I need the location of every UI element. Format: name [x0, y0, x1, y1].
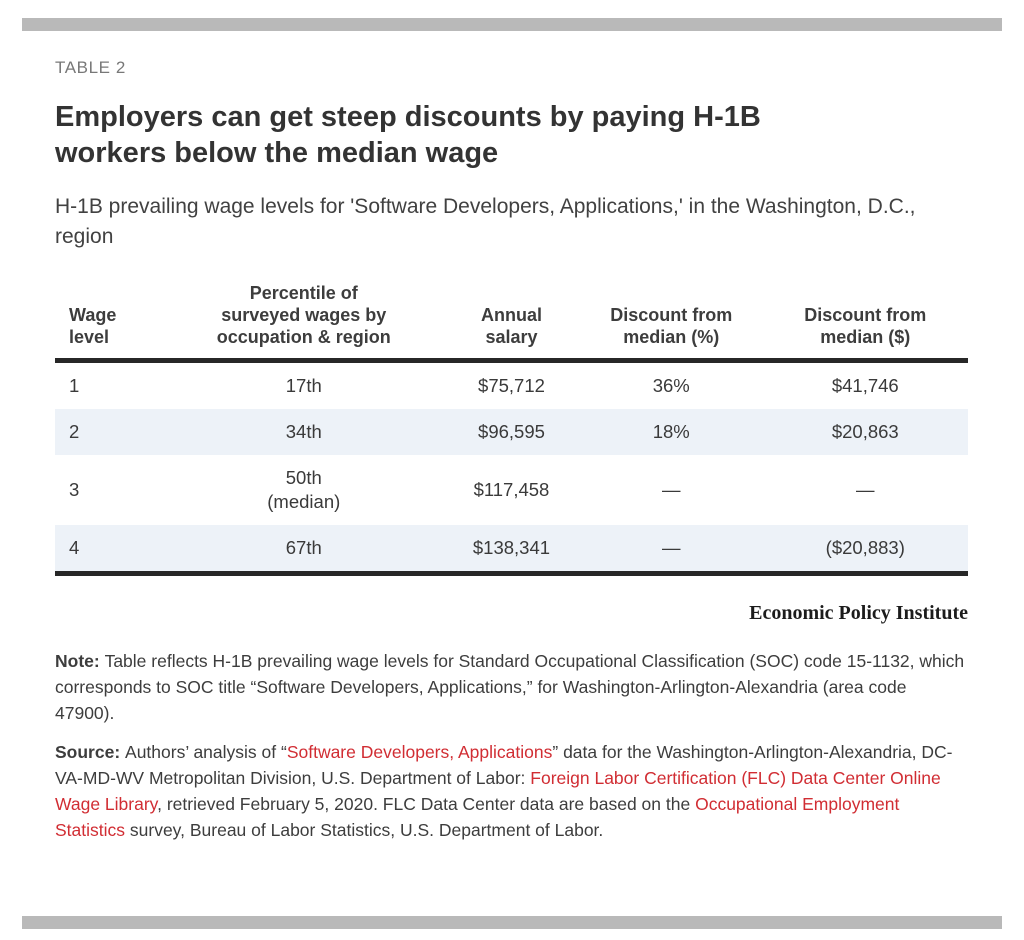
source-link[interactable]: Foreign Labor Certification (FLC) Data Center Online Wage Library [55, 768, 941, 814]
paragraph-label: Source: [55, 742, 126, 762]
column-header: Wage level [69, 305, 117, 347]
table-cell: 50th (median) [267, 467, 341, 512]
table-cell: $117,458 [473, 479, 550, 500]
table-kicker: TABLE 2 [55, 58, 126, 77]
table-cell: 17th [285, 375, 322, 396]
table-cell: 67th [285, 537, 322, 558]
table-cell: 36% [652, 375, 690, 396]
table-cell: 18% [652, 421, 690, 442]
table-row [55, 455, 968, 525]
figure-container [55, 0, 968, 843]
source-link[interactable]: Occupational Employment Statistics [55, 794, 900, 840]
source-paragraph [55, 739, 968, 843]
table-cell: 1 [69, 375, 80, 396]
table-cell: — [856, 479, 875, 500]
note-paragraph [55, 648, 968, 726]
table-row [55, 525, 968, 574]
paragraph-text: survey, Bureau of Labor Statistics, U.S. Department of Labor. [125, 820, 604, 840]
column-header: Percentile of surveyed wages by occupation & region [216, 283, 391, 347]
table-row [55, 361, 968, 410]
epi-wordmark: Economic Policy Institute [749, 602, 968, 624]
table-cell: $138,341 [472, 537, 551, 558]
table-cell: $75,712 [478, 375, 545, 396]
column-header: Discount from median (%) [610, 305, 733, 347]
source-link[interactable]: Software Developers, Applications [286, 742, 553, 762]
wage-levels-table [55, 282, 968, 576]
column-header: Annual salary [480, 305, 542, 347]
table-cell: 3 [69, 479, 80, 500]
table-cell: — [661, 537, 681, 558]
table-cell: $41,746 [831, 375, 899, 396]
paragraph-label: Note: [55, 651, 105, 671]
table-cell: 2 [69, 421, 80, 442]
paragraph-text: Table reflects H-1B prevailing wage levels for Standard Occupational Classification (SOC) code 15-1132, which corresponds to SOC title “Software Developers, Applications,” for Washington-Arlington-Alexandria (area code 47900). [55, 651, 965, 723]
table-cell: ($20,883) [825, 537, 905, 558]
figure-subtitle: H-1B prevailing wage levels for 'Software Developers, Applications,' in the Washington, D.C., region [55, 195, 916, 248]
table-header-row [55, 282, 968, 361]
table-cell: — [661, 479, 681, 500]
table-cell: $20,863 [831, 421, 899, 442]
paragraph-text: ” data for the Washington-Arlington-Alexandria, DC-VA-MD-WV Metropolitan Division, U.S. Department of Labor: [55, 742, 953, 788]
table-cell: 4 [69, 537, 80, 558]
bottom-frame-bar [22, 916, 1002, 929]
table-cell: $96,595 [478, 421, 545, 442]
figure-title: Employers can get steep discounts by paying H-1B workers below the median wage [55, 101, 761, 169]
table-row [55, 409, 968, 455]
column-header: Discount from median ($) [804, 305, 927, 347]
table-body [55, 361, 968, 574]
table-cell: 34th [285, 421, 322, 442]
paragraph-text: Authors’ analysis of “ [125, 742, 287, 762]
paragraph-text: , retrieved February 5, 2020. FLC Data Center data are based on the [157, 794, 696, 814]
